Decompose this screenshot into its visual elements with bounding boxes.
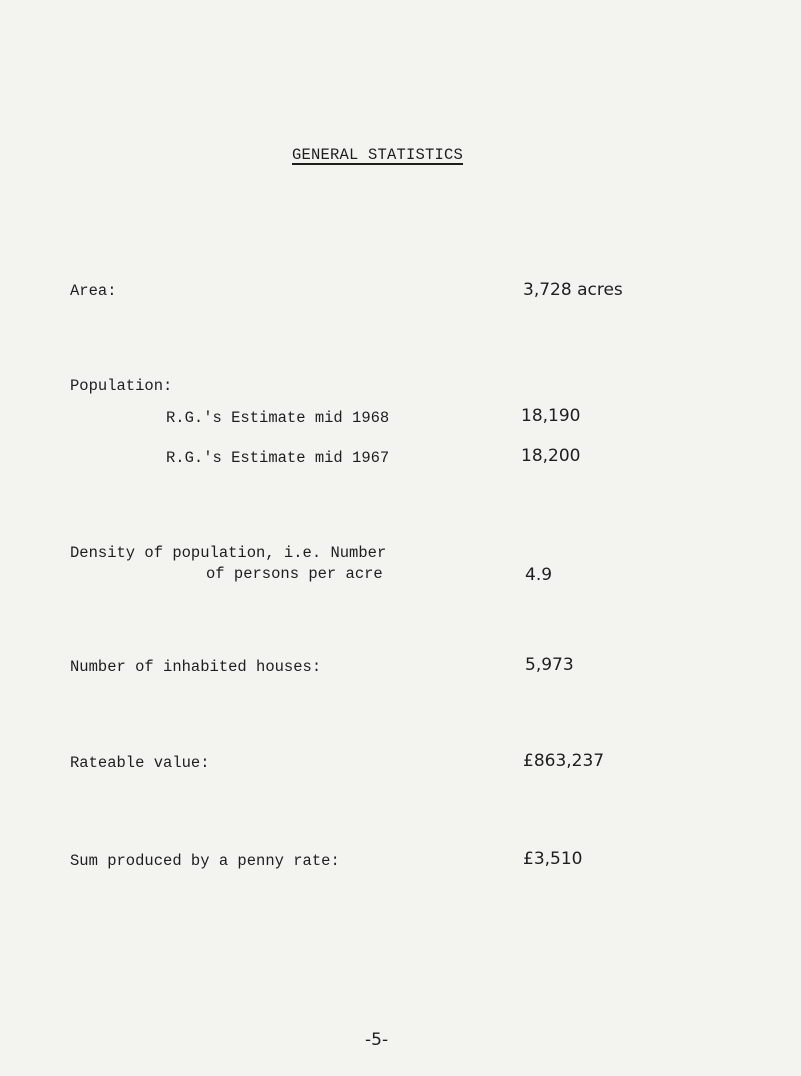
inhabited-houses-label: Number of inhabited houses:: [70, 658, 322, 676]
penny-rate-value: £3,510: [523, 849, 583, 869]
rateable-value-value: £863,237: [523, 751, 605, 771]
estimate-1968-label: R.G.'s Estimate mid 1968: [166, 409, 390, 427]
density-label-line-2: of persons per acre: [206, 565, 383, 583]
inhabited-houses-value: 5,973: [525, 655, 574, 675]
density-value: 4.9: [525, 565, 553, 585]
penny-rate-label: Sum produced by a penny rate:: [70, 852, 340, 870]
area-value: 3,728 acres: [523, 280, 623, 300]
density-label-line-1: Density of population, i.e. Number: [70, 544, 387, 562]
population-heading: Population:: [70, 377, 173, 395]
page-title: GENERAL STATISTICS: [292, 146, 464, 164]
estimate-1967-value: 18,200: [521, 446, 581, 466]
estimate-1967-label: R.G.'s Estimate mid 1967: [166, 449, 390, 467]
rateable-value-label: Rateable value:: [70, 754, 210, 772]
estimate-1968-value: 18,190: [521, 406, 581, 426]
area-label: Area:: [70, 282, 117, 300]
page-number: -5-: [365, 1030, 389, 1050]
